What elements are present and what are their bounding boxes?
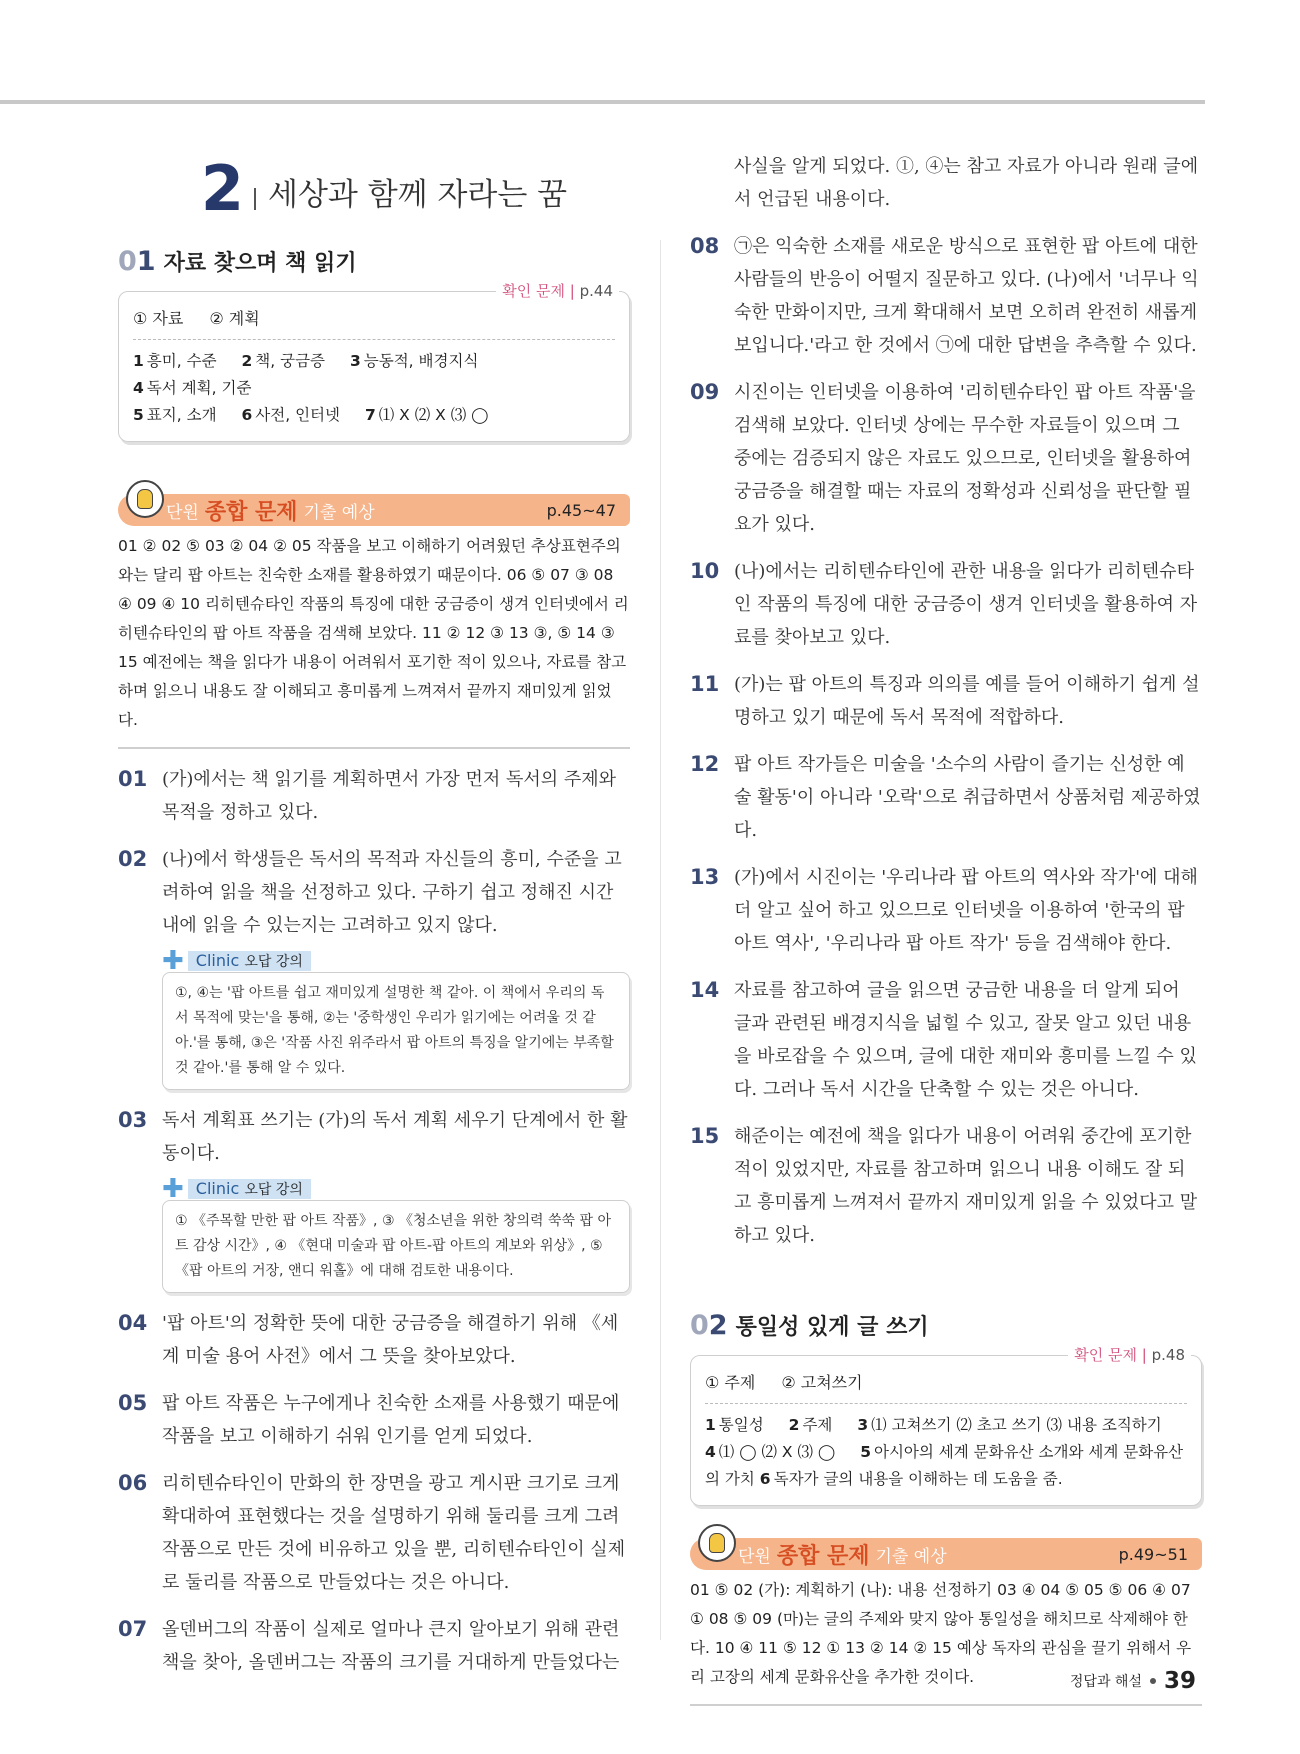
check-box-1 bbox=[118, 282, 630, 442]
right-column bbox=[690, 150, 1202, 1706]
left-column bbox=[118, 150, 630, 1679]
explanation-06: 06 리히텐슈타인이 만화의 한 장면을 광고 게시판 크기로 크게 확대하여 표현했다는 것을 설명하기 위해 둘리를 크게 그려 작품으로 만든 것에 비유하고 있을 뿐, 리히텐슈타인이 실제로 둘리를 작품으로 만들었다는 것은 아니다. bbox=[118, 1471, 626, 1593]
chapter-divider bbox=[254, 188, 256, 210]
explanation-14: 14 자료를 참고하여 글을 읽으면 궁금한 내용을 더 알게 되어 글과 관련된 배경지식을 넓힐 수 있고, 잘못 알고 있던 내용을 바로잡을 수 있으며, 글에 대한 재미와 흥미를 느낄 수 있다. 그러나 독서 시간을 단축할 수 있는 것은 아니다. bbox=[690, 978, 1197, 1100]
lightbulb-icon bbox=[698, 1524, 736, 1562]
section-heading-1 bbox=[118, 246, 630, 277]
explanation-02: 02 (나)에서 학생들은 독서의 목적과 자신들의 흥미, 수준을 고려하여 읽을 책을 선정하고 있다. 구하기 쉽고 정해진 시간 내에 읽을 수 있는지는 고려하고 있지 않다. bbox=[118, 847, 622, 936]
unit-answers-1: 01 ② 02 ⑤ 03 ② 04 ② 05 작품을 보고 이해하기 어려웠던 추상표현주의와는 달리 팝 아트는 친숙한 소재를 활용하였기 때문이다. 06 ⑤ 07 ③ 08 ④ 09 ④ 10 리히텐슈타인 작품의 특징에 대한 궁금증이 생겨 인터넷에서 리히텐슈타인의 팝 아트 작품을 검색해 보았다. 11 ② 12 ③ 13 ③, ⑤ 14 ③ 15 예전에는 책을 읽다가 내용이 어려워서 포기한 적이 있으나, 자료를 참고하며 읽으니 내용도 잘 이해되고 흥미롭게 느껴져서 끝까지 재미있게 읽었다. bbox=[118, 526, 630, 749]
explanation-01: 01 (가)에서는 책 읽기를 계획하면서 가장 먼저 독서의 주제와 목적을 정하고 있다. bbox=[118, 767, 617, 823]
page-footer bbox=[1070, 1668, 1196, 1694]
page-number: 39 bbox=[1163, 1668, 1196, 1694]
concept-answers: ① 주제 ② 고쳐쓰기 bbox=[705, 1370, 1187, 1404]
unit-review-bar-1: 단원 종합 문제 기출 예상 p.45~47 bbox=[118, 494, 630, 526]
explanation-13: 13 (가)에서 시진이는 '우리나라 팝 아트의 역사와 작가'에 대해 더 알고 싶어 하고 있으므로 인터넷을 이용하여 '한국의 팝 아트 역사', '우리나라 팝 아트 작가' 등을 검색해야 한다. bbox=[690, 865, 1198, 954]
explanation-07-continued: 사실을 알게 되었다. ①, ④는 참고 자료가 아니라 원래 글에서 언급된 내용이다. bbox=[734, 156, 1199, 210]
top-rule bbox=[0, 100, 1205, 104]
explanation-15: 15 해준이는 예전에 책을 읽다가 내용이 어려워 중간에 포기한 적이 있었지만, 자료를 참고하며 읽으니 내용 이해도 잘 되고 흥미롭게 느껴져서 끝까지 재미있게 읽을 수 있었다고 말하고 있다. bbox=[690, 1124, 1198, 1246]
section-heading-2 bbox=[690, 1310, 1202, 1341]
section-number: 01 bbox=[118, 246, 156, 277]
explanation-04: 04 '팝 아트'의 정확한 뜻에 대한 궁금증을 해결하기 위해 《세계 미술 용어 사전》에서 그 뜻을 찾아보았다. bbox=[118, 1311, 619, 1367]
unit-page-range: p.45~47 bbox=[546, 500, 616, 520]
explanation-10: 10 (나)에서는 리히텐슈타인에 관한 내용을 읽다가 리히텐슈타인 작품의 특징에 대한 궁금증이 생겨 인터넷을 활용하여 자료를 찾아보고 있다. bbox=[690, 559, 1198, 648]
explanation-07: 07 올덴버그의 작품이 실제로 얼마나 큰지 알아보기 위해 관련 책을 찾아, 올덴버그는 작품의 크기를 거대하게 만들었다는 bbox=[118, 1617, 620, 1673]
check-answers: 1 흥미, 수준 2 책, 궁금증 3 능동적, 배경지식 4 독서 계획, 기준 5 표지, 소개 6 사전, 인터넷 7 ⑴ X ⑵ X ⑶ ◯ bbox=[133, 352, 489, 424]
unit-review-bar-2: 단원 종합 문제 기출 예상 p.49~51 bbox=[690, 1538, 1202, 1570]
explanation-03: 03 독서 계획표 쓰기는 (가)의 독서 계획 세우기 단계에서 한 활동이다. bbox=[118, 1108, 628, 1164]
column-divider bbox=[660, 240, 661, 1640]
unit-answers-2: 01 ⑤ 02 (가): 계획하기 (나): 내용 선정하기 03 ④ 04 ⑤ 05 ⑤ 06 ④ 07 ① 08 ⑤ 09 (마)는 글의 주제와 맞지 않아 통일성을 해치므로 삭제해야 한다. 10 ④ 11 ⑤ 12 ① 13 ② 14 ② 15 예상 독자의 관심을 끌기 위해서 우리 고장의 세계 문화유산을 추가한 것이다. bbox=[690, 1570, 1202, 1706]
plus-icon: ✚ bbox=[162, 1174, 184, 1204]
unit-page-range: p.49~51 bbox=[1118, 1544, 1188, 1564]
explanation-11: 11 (가)는 팝 아트의 특징과 의의를 예를 들어 이해하기 쉽게 설명하고 있기 때문에 독서 목적에 적합하다. bbox=[690, 672, 1200, 728]
explanation-08: 08 ㉠은 익숙한 소재를 새로운 방식으로 표현한 팝 아트에 대한 사람들의 반응이 어떨지 질문하고 있다. (나)에서 '너무나 익숙한 만화이지만, 크게 확대해서 보면 오히려 완전히 새롭게 보입니다.'라고 한 것에서 ㉠에 대한 답변을 추측할 수 있다. bbox=[690, 234, 1199, 356]
explanation-09: 09 시진이는 인터넷을 이용하여 '리히텐슈타인 팝 아트 작품'을 검색해 보았다. 인터넷 상에는 무수한 자료들이 있으며 그 중에는 검증되지 않은 자료도 있으므로, 인터넷을 활용하여 궁금증을 해결할 때는 자료의 정확성과 신뢰성을 판단할 필요가 있다. bbox=[690, 380, 1196, 535]
section-number: 02 bbox=[690, 1310, 728, 1341]
chapter-heading bbox=[138, 150, 630, 225]
footer-label: 정답과 해설 bbox=[1069, 1674, 1142, 1690]
lightbulb-icon bbox=[126, 480, 164, 518]
chapter-number: 2 bbox=[200, 152, 245, 225]
check-box-2 bbox=[690, 1346, 1202, 1506]
plus-icon: ✚ bbox=[162, 946, 184, 976]
explanation-05: 05 팝 아트 작품은 누구에게나 친숙한 소재를 사용했기 때문에 작품을 보고 이해하기 쉬워 인기를 얻게 되었다. bbox=[118, 1391, 620, 1447]
clinic-box-03: ✚ Clinic 오답 강의 ① 《주목할 만한 팝 아트 작품》, ③ 《청소년을 위한 창의력 쑥쑥 팝 아트 감상 시간》, ④ 《현대 미술과 팝 아트-팝 아트의 계보와 위상》, ⑤ 《팝 아트의 거장, 앤디 워홀》에 대해 검토한 내용이다. bbox=[162, 1178, 630, 1293]
chapter-title: 세상과 함께 자라는 꿈 bbox=[268, 177, 568, 213]
section-title: 자료 찾으며 책 읽기 bbox=[163, 251, 357, 276]
footer-dot bbox=[1150, 1678, 1156, 1684]
concept-answers: ① 자료 ② 계획 bbox=[133, 306, 615, 340]
check-answers: 1 통일성 2 주제 3 ⑴ 고쳐쓰기 ⑵ 초고 쓰기 ⑶ 내용 조직하기 4 ⑴ ◯ ⑵ X ⑶ ◯ 5 아시아의 세계 문화유산 소개와 세계 문화유산의 가치 6 독자가 글의 내용을 이해하는 데 도움을 줌. bbox=[705, 1416, 1184, 1488]
check-tag: 확인 문제 | p.48 bbox=[1068, 1344, 1191, 1365]
section-title: 통일성 있게 글 쓰기 bbox=[735, 1315, 929, 1340]
check-tag: 확인 문제 | p.44 bbox=[496, 280, 619, 301]
clinic-box-02: ✚ Clinic 오답 강의 ①, ④는 '팝 아트를 쉽고 재미있게 설명한 책 같아. 이 책에서 우리의 독서 목적에 맞는'을 통해, ②는 '중학생인 우리가 읽기에는 어려울 것 같아.'를 통해, ③은 '작품 사진 위주라서 팝 아트의 특징을 알기에는 부족할 것 같아.'를 통해 알 수 있다. bbox=[162, 950, 630, 1090]
explanation-12: 12 팝 아트 작가들은 미술을 '소수의 사람이 즐기는 신성한 예술 활동'이 아니라 '오락'으로 취급하면서 상품처럼 제공하였다. bbox=[690, 752, 1201, 841]
